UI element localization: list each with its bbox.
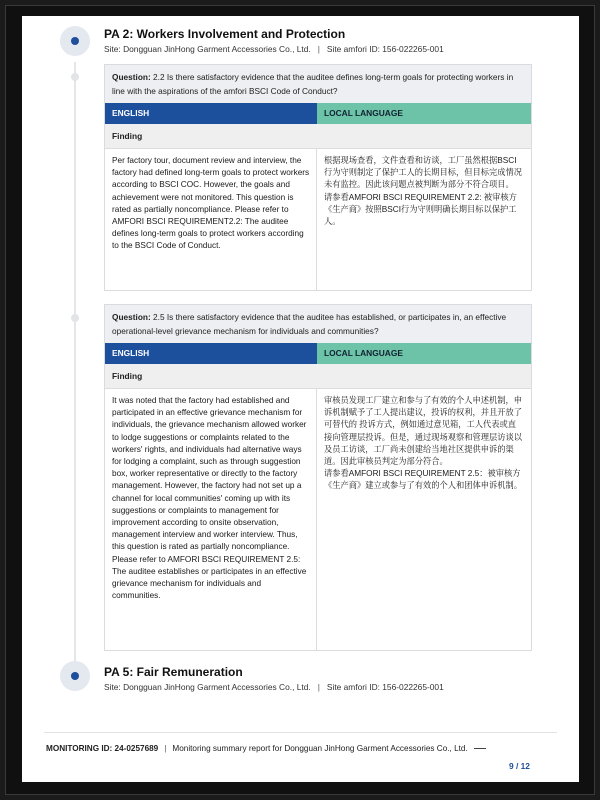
section-marker-icon: [60, 661, 90, 691]
english-finding-text: [105, 389, 317, 650]
question-card: [104, 304, 532, 651]
section-title: PA 5: Fair Remuneration: [104, 665, 243, 679]
local-language-column-header: LOCAL LANGUAGE: [317, 343, 531, 364]
page-footer: [46, 744, 486, 753]
site-name: Site: Dongguan JinHong Garment Accessories Co., Ltd.: [104, 44, 311, 54]
page-number: 9 / 12: [509, 761, 530, 771]
question-header: [105, 65, 531, 103]
finding-content: [105, 149, 531, 290]
question-header: [105, 305, 531, 343]
question-text: 2.5 Is there satisfactory evidence that the auditee has established, or participates in, an effective operational-level grievance mechanism for individuals and communities?: [112, 312, 507, 336]
language-header-row: [105, 103, 531, 124]
site-amfori-id: Site amfori ID: 156-022265-001: [326, 44, 444, 54]
timeline-dot-icon: [71, 314, 79, 322]
english-column-header: ENGLISH: [105, 103, 317, 124]
section-site-info: [104, 682, 444, 692]
section-marker-icon: [60, 26, 90, 56]
section-marker-dot: [71, 672, 79, 680]
section-marker-dot: [71, 37, 79, 45]
separator: |: [317, 682, 320, 692]
english-column-header: ENGLISH: [105, 343, 317, 364]
separator: |: [317, 44, 320, 54]
site-name: Site: Dongguan JinHong Garment Accessories Co., Ltd.: [104, 682, 311, 692]
local-paragraph: 请参看AMFORI BSCI REQUIREMENT 2.5：被审核方《生产商》建立或参与了有效的个人和团体申诉机制。: [324, 469, 522, 491]
section-title: PA 2: Workers Involvement and Protection: [104, 27, 346, 41]
english-paragraph: It was noted that the factory had established and participated in an effective grievance mechanism for individuals, the grievance mechanism allowed worker to lodge suggestions or complaints related to the workers' rights, and individuals had alternative ways for lodging a complaint, such as through suggestion box, worker representative or directly to the factory management. However, the factory had not set up a channel for local communities' coming up with its suggestions or complaints to management for improvement according to onsite observation, management interview and worker interview. Thus, this question is rated as partially noncompliance. Please refer to AMFORI BSCI REQUIREMENT 2.5: The auditee establishes or participates in an effective grievance mechanism for individuals and communities.: [112, 396, 307, 601]
local-finding-text: [317, 389, 531, 650]
local-paragraph: 根据现场查看，文件查看和访谈，工厂虽然根据BSCI行为守则制定了保护工人的长期目标，但目标完成情况未有监控。因此该问题点被判断为部分不符合项目。: [324, 156, 522, 190]
footer-divider: [44, 732, 557, 733]
timeline-line: [74, 62, 76, 672]
finding-label: Finding: [105, 124, 531, 149]
report-title: Monitoring summary report for Dongguan JinHong Garment Accessories Co., Ltd.: [172, 744, 468, 753]
document-page: [22, 16, 579, 782]
monitoring-id: MONITORING ID: 24-0257689: [46, 744, 159, 753]
english-paragraph: Per factory tour, document review and interview, the factory had defined long-term goals to protect workers according to BSCI COC. However, the goals and achievement were not monitored. This question is rated as partially noncompliance. Please refer to AMFORI BSCI REQUIREMENT2.2: The auditee defines long-term goals to protect workers according to the BSCI Code of Conduct.: [112, 156, 310, 251]
language-header-row: [105, 343, 531, 364]
timeline-dot-icon: [71, 73, 79, 81]
question-card: [104, 64, 532, 291]
footer-dash: [474, 748, 486, 749]
section-site-info: [104, 44, 444, 54]
separator: |: [164, 744, 167, 753]
local-paragraph: 审核员发现工厂建立和参与了有效的个人申述机制，申诉机制赋予了工人提出建议，投诉的权利，并且开放了可替代的 投诉方式，例如通过意见箱，工人代表或直接向管理层投诉。但是，通过现场观察和管理层访谈以及员工访谈，工厂尚未创建给当地社区提供申诉的渠道。因此审核员判定为部分符合。: [324, 396, 522, 467]
local-finding-text: [317, 149, 531, 290]
english-finding-text: [105, 149, 317, 290]
site-amfori-id: Site amfori ID: 156-022265-001: [326, 682, 444, 692]
question-label: Question:: [112, 72, 151, 82]
finding-content: [105, 389, 531, 650]
local-language-column-header: LOCAL LANGUAGE: [317, 103, 531, 124]
local-paragraph: 请参看AMFORI BSCI REQUIREMENT 2.2: 被审核方《生产商》按照BSCI行为守则明确长期目标以保护工人。: [324, 192, 517, 227]
question-text: 2.2 Is there satisfactory evidence that the auditee defines long-term goals for protecting workers in line with the aspirations of the amfori BSCI Code of Conduct?: [112, 72, 514, 96]
finding-label: Finding: [105, 364, 531, 389]
question-label: Question:: [112, 312, 151, 322]
